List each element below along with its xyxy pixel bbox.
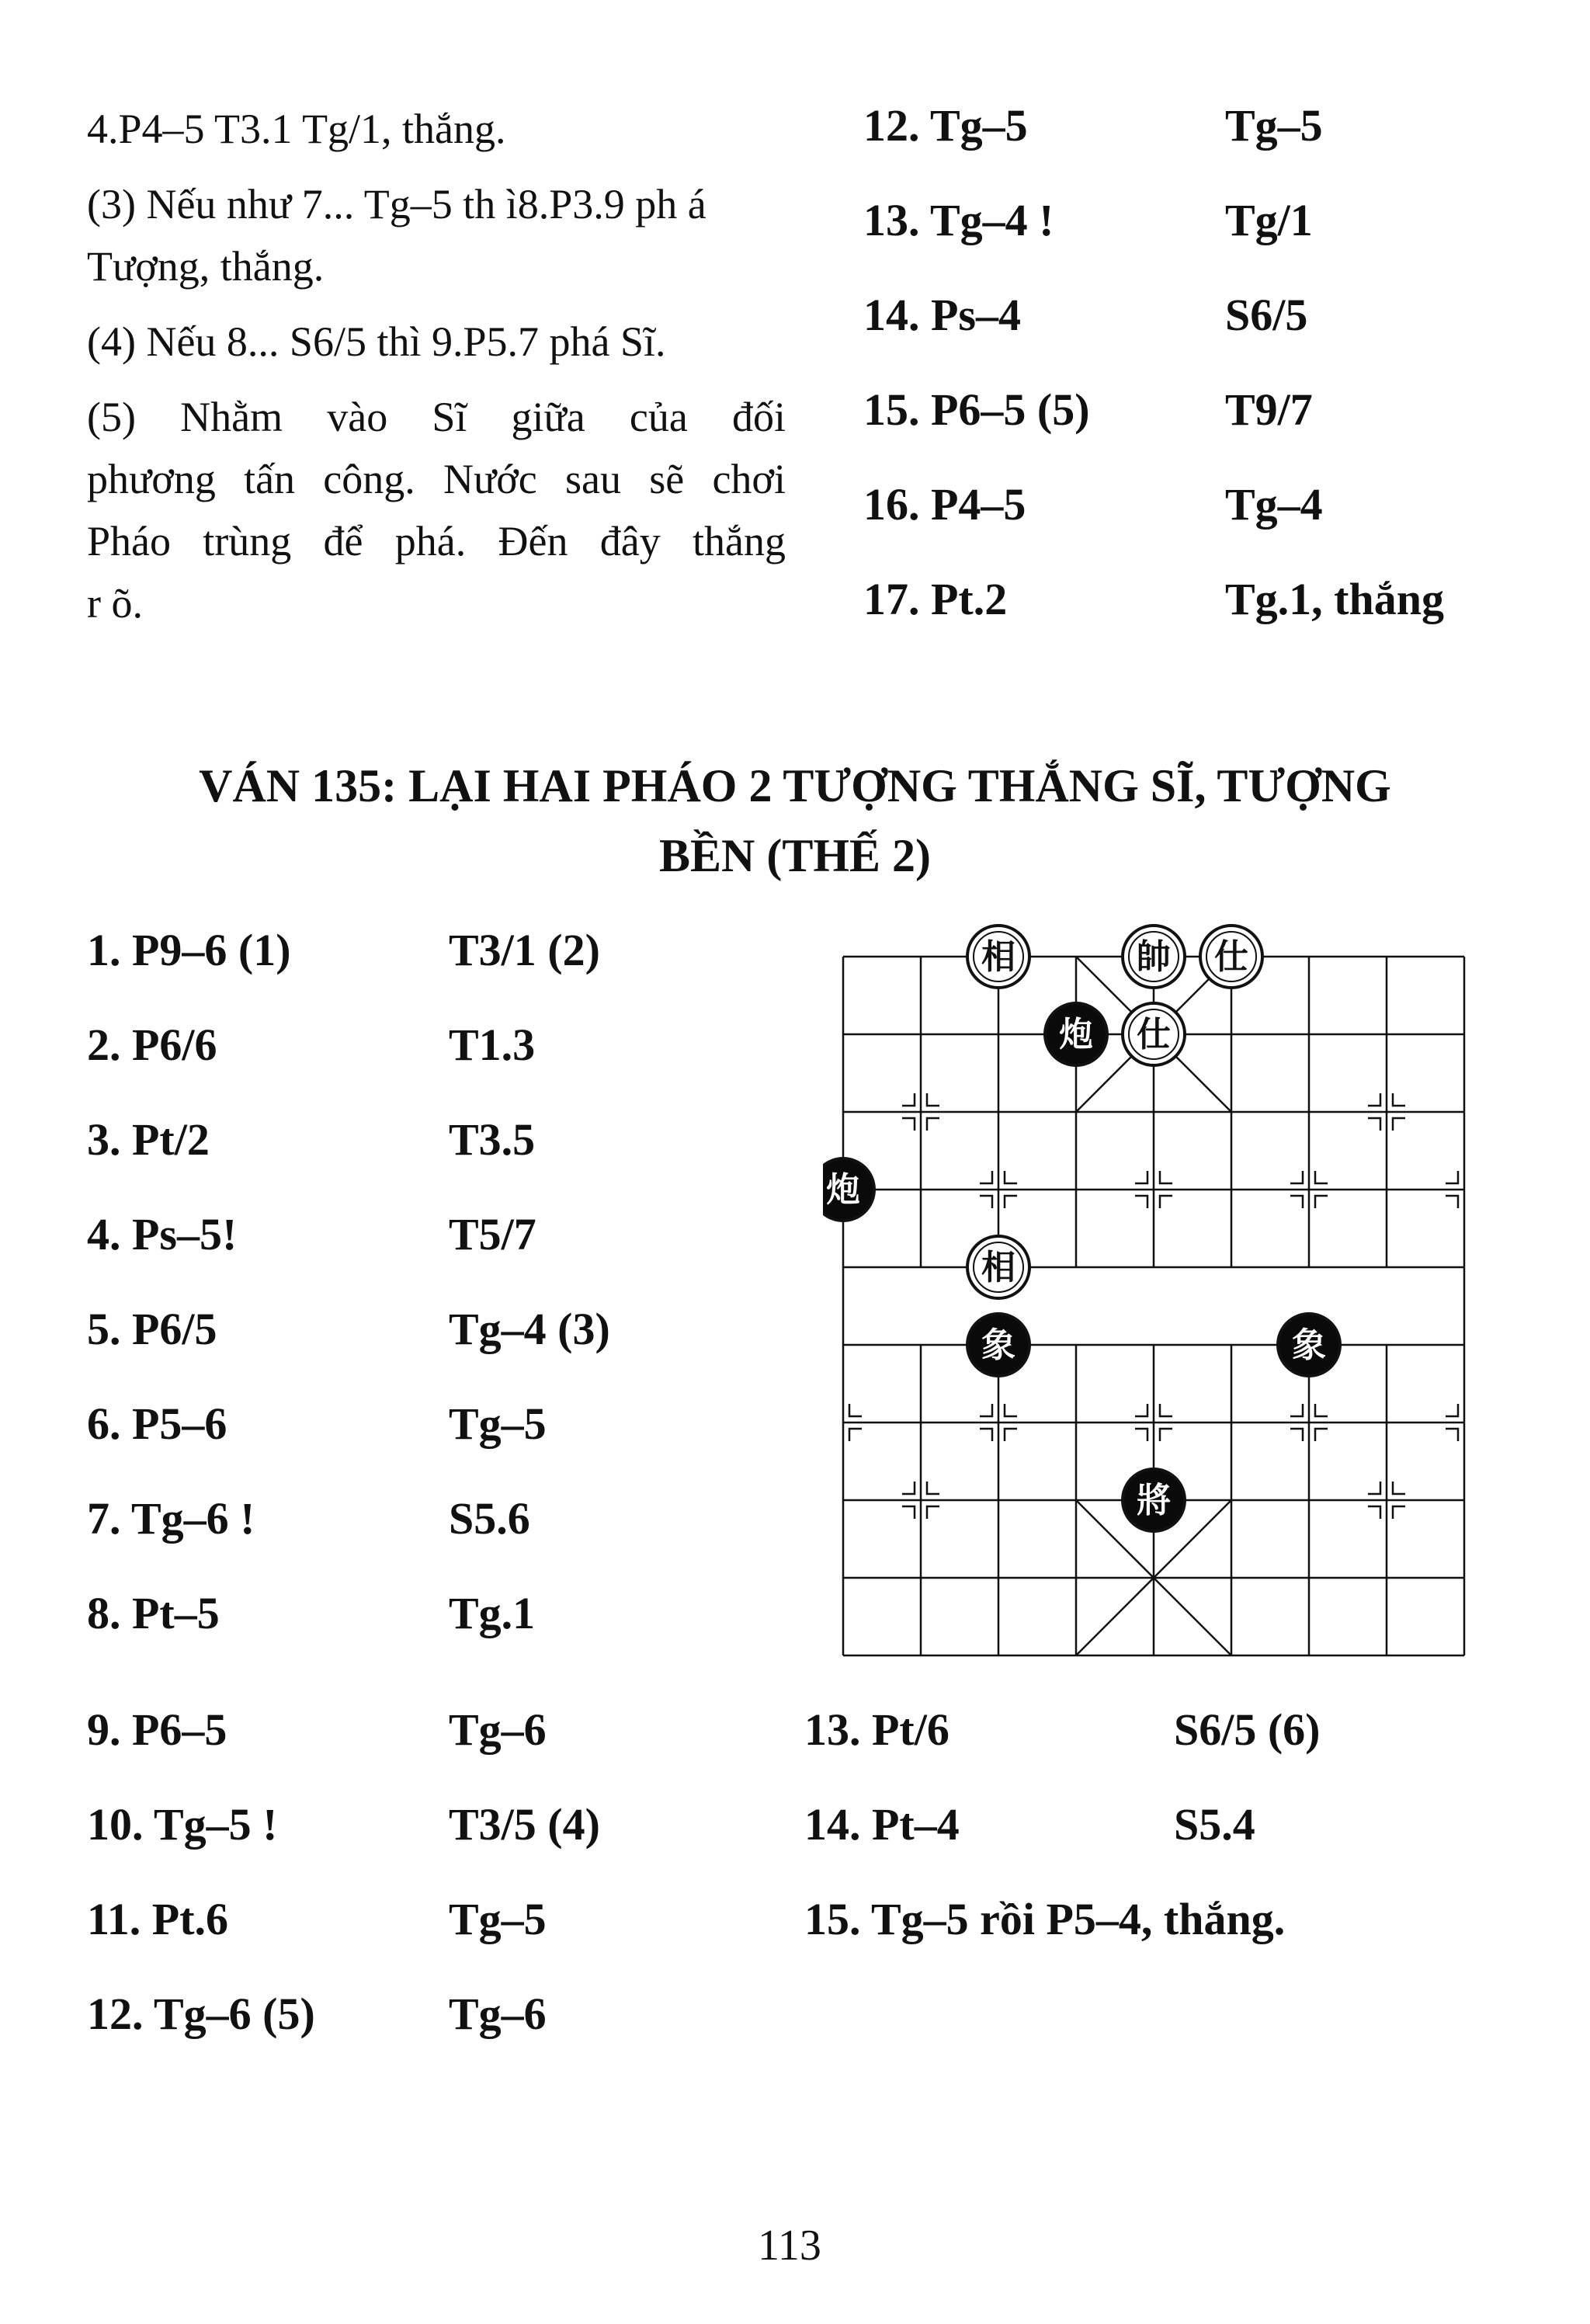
move-black: S5.4: [1174, 1799, 1255, 1850]
prev-move-red: 14. Ps–4: [863, 290, 1021, 340]
position-mark: [1160, 1171, 1172, 1183]
position-mark: [1368, 1093, 1380, 1106]
move-red: 15. Tg–5 rồi P5–4, thắng.: [804, 1894, 1286, 1944]
piece-glyph: 炮: [1059, 1015, 1093, 1054]
position-mark: [849, 1429, 862, 1441]
position-mark: [927, 1093, 939, 1106]
black-piece-象: [967, 1314, 1029, 1376]
note-line-2: (3) Nếu như 7... Tg–5 th ì8.P3.9 ph á: [87, 181, 706, 228]
position-mark: [1315, 1429, 1328, 1441]
move-black: Tg–6: [449, 1989, 547, 2039]
position-mark: [1160, 1404, 1172, 1416]
move-black: Tg–5: [449, 1894, 547, 1944]
prev-move-red: 17. Pt.2: [863, 574, 1008, 624]
position-mark: [1368, 1506, 1380, 1519]
move-red: 2. P6/6: [87, 1020, 217, 1070]
position-mark: [1393, 1093, 1405, 1106]
position-mark: [980, 1429, 992, 1441]
note-line-7: Pháo trùng để phá. Đến đây thắng: [87, 518, 786, 564]
position-mark: [1135, 1171, 1147, 1183]
move-red: 1. P9–6 (1): [87, 925, 291, 975]
move-black: Tg–4 (3): [449, 1304, 610, 1354]
note-line-6: phương tấn công. Nước sau sẽ chơi: [87, 456, 786, 502]
move-red: 5. P6/5: [87, 1304, 217, 1354]
position-mark: [1315, 1196, 1328, 1208]
prev-move-red: 15. P6–5 (5): [863, 384, 1090, 435]
move-black: T1.3: [449, 1020, 536, 1070]
prev-move-black: T9/7: [1225, 384, 1313, 435]
position-mark: [980, 1404, 992, 1416]
position-mark: [980, 1171, 992, 1183]
move-black: T5/7: [449, 1209, 536, 1259]
prev-move-red: 12. Tg–5: [863, 100, 1028, 151]
black-piece-象: [1278, 1314, 1340, 1376]
position-mark: [1290, 1196, 1303, 1208]
note-line-4: (4) Nếu 8... S6/5 thì 9.P5.7 phá Sĩ.: [87, 318, 666, 365]
position-mark: [1446, 1429, 1458, 1441]
piece-glyph: 仕: [1137, 1015, 1171, 1054]
game-title-line-2: BỀN (THẾ 2): [658, 830, 932, 881]
move-red: 9. P6–5: [87, 1704, 227, 1755]
move-red: 11. Pt.6: [87, 1894, 229, 1944]
move-red: 14. Pt–4: [804, 1799, 960, 1850]
red-piece-相: [967, 1236, 1029, 1298]
move-black: Tg–5: [449, 1398, 547, 1449]
move-red: 8. Pt–5: [87, 1588, 220, 1638]
prev-move-black: S6/5: [1225, 290, 1308, 340]
move-black: Tg.1: [449, 1588, 536, 1638]
move-red: 3. Pt/2: [87, 1114, 210, 1165]
position-mark: [1135, 1404, 1147, 1416]
move-red: 4. Ps–5!: [87, 1209, 238, 1259]
note-line-1: 4.P4–5 T3.1 Tg/1, thắng.: [87, 106, 506, 152]
piece-glyph: 象: [1292, 1325, 1326, 1365]
position-mark: [1315, 1171, 1328, 1183]
move-red: 12. Tg–6 (5): [87, 1989, 315, 2039]
position-mark: [1315, 1404, 1328, 1416]
position-mark: [927, 1118, 939, 1131]
xiangqi-board: [823, 916, 1483, 1677]
position-mark: [1290, 1404, 1303, 1416]
black-piece-將: [1123, 1469, 1185, 1531]
red-piece-仕: [1200, 926, 1262, 988]
prev-move-black: Tg–5: [1225, 100, 1323, 151]
position-mark: [1446, 1171, 1458, 1183]
piece-glyph: 仕: [1214, 937, 1248, 977]
position-mark: [902, 1482, 915, 1494]
move-black: S5.6: [449, 1493, 530, 1544]
position-mark: [1393, 1506, 1405, 1519]
position-mark: [902, 1118, 915, 1131]
move-red: 6. P5–6: [87, 1398, 227, 1449]
position-mark: [1005, 1429, 1017, 1441]
move-red: 7. Tg–6 !: [87, 1493, 255, 1544]
note-line-3: Tượng, thắng.: [87, 243, 325, 290]
note-line-8: r õ.: [87, 580, 143, 627]
position-mark: [1368, 1118, 1380, 1131]
position-mark: [1135, 1429, 1147, 1441]
piece-glyph: 炮: [826, 1170, 860, 1210]
position-mark: [1446, 1404, 1458, 1416]
position-mark: [1290, 1171, 1303, 1183]
prev-move-black: Tg–4: [1225, 479, 1323, 530]
move-black: Tg–6: [449, 1704, 547, 1755]
move-red: 13. Pt/6: [804, 1704, 949, 1755]
prev-move-black: Tg/1: [1225, 195, 1313, 245]
move-black: T3/5 (4): [449, 1799, 600, 1850]
position-mark: [1393, 1482, 1405, 1494]
position-mark: [1446, 1196, 1458, 1208]
prev-move-red: 16. P4–5: [863, 479, 1026, 530]
position-mark: [1393, 1118, 1405, 1131]
position-mark: [927, 1506, 939, 1519]
position-mark: [927, 1482, 939, 1494]
red-piece-仕: [1123, 1003, 1185, 1065]
red-piece-相: [967, 926, 1029, 988]
note-line-5: (5) Nhằm vào Sĩ giữa của đối: [87, 394, 786, 440]
position-mark: [1368, 1482, 1380, 1494]
position-mark: [1135, 1196, 1147, 1208]
position-mark: [1290, 1429, 1303, 1441]
game-title-line-1: VÁN 135: LẠI HAI PHÁO 2 TƯỢNG THẮNG SĨ, TƯỢNG: [199, 760, 1391, 811]
black-piece-炮: [1045, 1003, 1107, 1065]
position-mark: [980, 1196, 992, 1208]
prev-move-red: 13. Tg–4 !: [863, 195, 1054, 245]
piece-glyph: 帥: [1137, 937, 1171, 977]
red-piece-帥: [1123, 926, 1185, 988]
move-black: T3.5: [449, 1114, 536, 1165]
page-number: 113: [758, 2222, 821, 2270]
position-mark: [1160, 1196, 1172, 1208]
position-mark: [1160, 1429, 1172, 1441]
move-black: S6/5 (6): [1174, 1704, 1321, 1755]
position-mark: [902, 1093, 915, 1106]
piece-glyph: 相: [981, 937, 1015, 977]
move-red: 10. Tg–5 !: [87, 1799, 278, 1850]
position-mark: [1005, 1171, 1017, 1183]
prev-move-black: Tg.1, thắng: [1225, 574, 1445, 624]
position-mark: [1005, 1404, 1017, 1416]
position-mark: [1005, 1196, 1017, 1208]
piece-glyph: 將: [1137, 1481, 1171, 1520]
board-pieces: [823, 926, 1340, 1531]
piece-glyph: 相: [981, 1248, 1015, 1287]
position-mark: [849, 1404, 862, 1416]
piece-glyph: 象: [981, 1325, 1015, 1365]
position-mark: [902, 1506, 915, 1519]
move-black: T3/1 (2): [449, 925, 600, 975]
black-piece-炮: [823, 1159, 874, 1221]
